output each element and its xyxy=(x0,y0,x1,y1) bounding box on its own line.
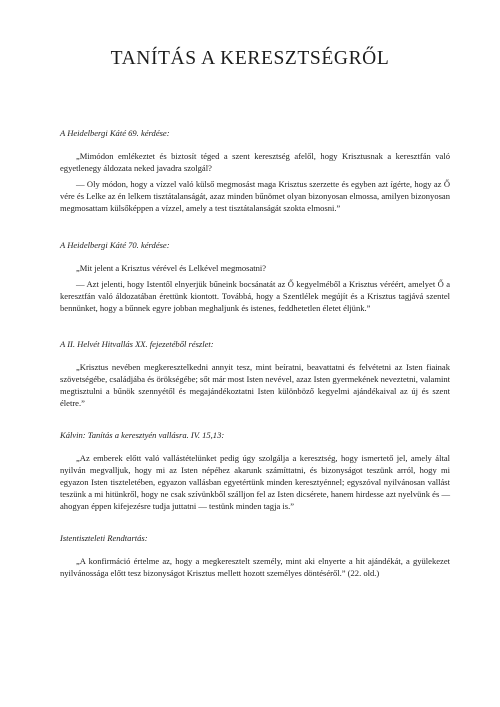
section-paragraph: „A konfirmáció értelme az, hogy a megkeresztelt személy, mint aki elnyerte a hit ajándékát, a gyülekezet nyilvánossága előtt tesz bizonyságot Krisztus mellett hozott személyes döntéséről.” (22. old.) xyxy=(60,556,450,579)
section-paragraph: „Krisztus nevében megkeresztelkedni annyit tesz, mint beíratni, beavattatni és felvétetni az Isten fiainak szövetségébe, családjába és örökségébe; sőt már most Isten nevével, azaz Isten gyermekének neveztetni, valamint megtisztulni a bűnök szennyétől és megajándékoztatni Isten különböző kegyelmi ajándékaival az új és szent életre.” xyxy=(60,362,450,409)
section-heidelberg-70 xyxy=(60,239,450,314)
section-kalvin xyxy=(60,429,450,513)
section-paragraph: „Mimódon emlékeztet és biztosít téged a szent keresztség afelől, hogy Krisztusnak a keresztfán való egyetlenegy áldozata neked javadra szolgál? xyxy=(60,151,450,174)
section-paragraph: „Mit jelent a Krisztus vérével és Lelkével megmosatni? xyxy=(76,262,267,273)
section-rendtartas xyxy=(60,532,450,579)
section-heading: Kálvin: Tanítás a keresztyén vallásra. IV. 15,13: xyxy=(60,429,225,440)
section-paragraph: „Az emberek előtt való vallástételünket pedig úgy szolgálja a keresztség, hogy ismertető jel, amely által nyilván megvalljuk, hogy mi az Isten népéhez akarunk számíttatni, és bizonyságot teszünk arról, hogy mi egyazon Isten tiszteletében, egyazon vallásban egyetértünk minden keresztyénnel; egyszóval nyilvánosan vallást teszünk a mi hitünkről, hogy ne csak szívünkből szálljon fel az Isten dicsérete, hanem hirdesse azt nyelvünk és — ahogyan éppen kifejezésre tudja juttatni — testünk minden tagja is.” xyxy=(60,452,450,511)
section-paragraph: — Oly módon, hogy a vízzel való külső megmosást maga Krisztus szerzette és egyben azt ígérte, hogy az Ő vére és Lelke az én lelkem tisztátalanságát, azaz minden bűnömet olyan bizonyosan elmossa, amilyen bizonyosan megmosattam külsőképpen a vízzel, amely a test tisztátalanságát szokta elmosni.” xyxy=(60,179,450,214)
section-paragraph: — Azt jelenti, hogy Istentől elnyerjük bűneink bocsánatát az Ő kegyelméből a Krisztus véréért, amelyet Ő a keresztfán való áldozatában érettünk kiontott. Továbbá, hogy a Szentlélek megújít és a Krisztus tagjává szentel bennünket, hogy a bűnnek egyre jobban meghaljunk és istenes, feddhetetlen életet éljünk.” xyxy=(60,278,450,313)
section-helvet-hitvallas xyxy=(60,338,450,409)
section-heading: A Heidelbergi Káté 70. kérdése: xyxy=(60,239,170,250)
section-heading: A II. Helvét Hitvallás XX. fejezetéből részlet: xyxy=(60,339,214,350)
section-heidelberg-69 xyxy=(60,127,450,215)
section-heading: A Heidelbergi Káté 69. kérdése: xyxy=(60,128,170,138)
section-heading: Istentiszteleti Rendtartás: xyxy=(60,533,148,544)
document-body xyxy=(60,127,450,579)
page-title: TANÍTÁS A KERESZTSÉGRŐL xyxy=(110,48,390,69)
